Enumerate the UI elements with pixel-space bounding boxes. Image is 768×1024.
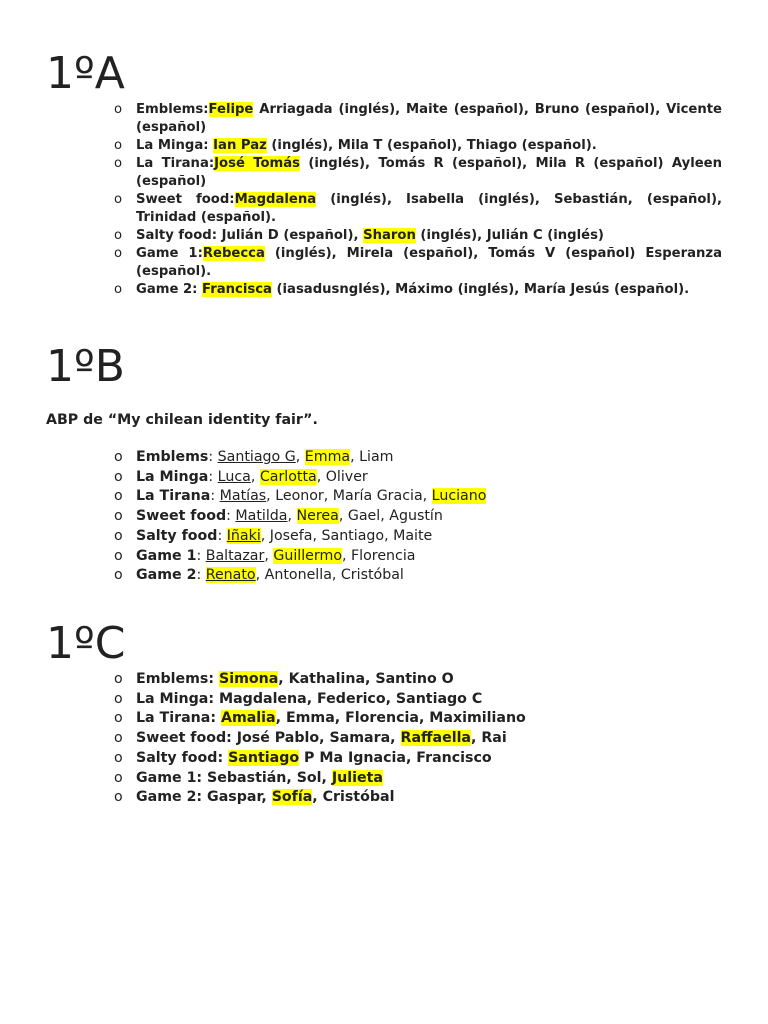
- list-item: o La Minga: Ian Paz (inglés), Mila T (español), Thiago (español).: [110, 137, 722, 155]
- list-item: o Game 2: Francisca (iasadusnglés), Máximo (inglés), María Jesús (español).: [110, 281, 722, 299]
- list-item: o Sweet food: José Pablo, Samara, Raffaella, Rai: [110, 729, 722, 749]
- list-item: o La Tirana: Matías, Leonor, María Gracia, Luciano: [110, 487, 722, 507]
- section-c-list: [110, 670, 722, 808]
- section-b-list: [110, 448, 722, 586]
- list-item: o La Tirana:José Tomás (inglés), Tomás R (español), Mila R (español) Ayleen (español): [110, 155, 722, 191]
- list-item: o Salty food: Julián D (español), Sharon (inglés), Julián C (inglés): [110, 227, 722, 245]
- list-item: o Game 1: Sebastián, Sol, Julieta: [110, 769, 722, 789]
- section-a-heading: 1ºA: [46, 48, 125, 99]
- list-item: o Sweet food: Matilda, Nerea, Gael, Agustín: [110, 507, 722, 527]
- project-title: ABP de “My chilean identity fair”.: [46, 412, 318, 428]
- list-item: o Game 2: Renato, Antonella, Cristóbal: [110, 566, 722, 586]
- list-item: o Salty food: Santiago P Ma Ignacia, Francisco: [110, 749, 722, 769]
- list-item: o La Tirana: Amalia, Emma, Florencia, Maximiliano: [110, 709, 722, 729]
- list-item: o La Minga: Magdalena, Federico, Santiago C: [110, 690, 722, 710]
- section-b-heading: 1ºB: [46, 341, 125, 392]
- list-item: o Emblems:Felipe Arriagada (inglés), Maite (español), Bruno (español), Vicente (español): [110, 101, 722, 137]
- list-item: o Game 2: Gaspar, Sofía, Cristóbal: [110, 788, 722, 808]
- list-item: o Emblems: Simona, Kathalina, Santino O: [110, 670, 722, 690]
- list-item: o Emblems: Santiago G, Emma, Liam: [110, 448, 722, 468]
- section-a-list: [110, 101, 722, 299]
- list-item: o Game 1:Rebecca (inglés), Mirela (español), Tomás V (español) Esperanza (español).: [110, 245, 722, 281]
- list-item: o Game 1: Baltazar, Guillermo, Florencia: [110, 547, 722, 567]
- list-item: o Salty food: Iñaki, Josefa, Santiago, Maite: [110, 527, 722, 547]
- list-item: o Sweet food:Magdalena (inglés), Isabella (inglés), Sebastián, (español), Trinidad (español).: [110, 191, 722, 227]
- section-c-heading: 1ºC: [46, 618, 126, 669]
- list-item: o La Minga: Luca, Carlotta, Oliver: [110, 468, 722, 488]
